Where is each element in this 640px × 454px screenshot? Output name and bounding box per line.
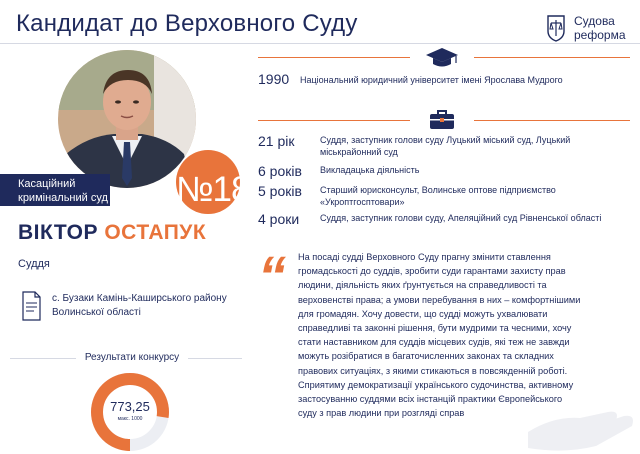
score-max-label: макс. 1000	[117, 416, 143, 422]
career-description	[320, 183, 620, 208]
statement-line: людини, діяльність яких ґрунтується на справедливості та	[298, 280, 547, 291]
statement-line: стати наставником для суддів місцевих судів, які теж не завжди	[298, 337, 570, 348]
statement-line: суду з прав людини при розгляді справ	[298, 408, 465, 419]
statement-line: правових ситуаціях, з якими стикаються в повсякденній роботі.	[298, 365, 568, 376]
court-label-line-1: Касаційний	[18, 178, 76, 190]
career-description	[320, 133, 620, 158]
results-divider-left	[10, 358, 76, 359]
career-item	[258, 183, 620, 208]
career-line: Викладацька діяльність	[320, 165, 420, 175]
header-divider	[0, 43, 640, 44]
career-line: «Укроптгосптовари»	[320, 197, 405, 207]
logo-line-2: реформа	[574, 28, 626, 42]
career-line: Суддя, заступник голови суду Луцький міський суд, Луцький	[320, 135, 571, 145]
statement-line: верховенстві права; а умови перебування в них – комфортнішими	[298, 294, 581, 305]
education-year: 1990	[258, 71, 290, 87]
career-divider-right	[474, 120, 630, 121]
graduation-cap-icon	[424, 46, 460, 68]
career-description	[320, 211, 620, 227]
career-duration: 4 роки	[258, 211, 300, 227]
career-item	[258, 163, 620, 179]
logo-line-1: Судова	[574, 14, 615, 28]
portrait-illustration	[58, 50, 196, 188]
place-line-1: с. Бузаки Камінь-Каширського району	[52, 293, 227, 304]
hand-watermark-icon	[524, 372, 636, 452]
career-description	[320, 163, 620, 179]
first-name: ВІКТОР	[18, 221, 98, 244]
place-line-2: Волинської області	[52, 307, 141, 318]
score-value: 773,25	[110, 399, 150, 414]
candidate-photo	[58, 50, 196, 188]
document-location-icon	[20, 291, 42, 321]
results-divider-right	[188, 358, 242, 359]
page-title: Кандидат до Верховного Суду	[16, 10, 358, 37]
statement-line: можуть розібратися в багаточисленних законах та складних	[298, 351, 554, 362]
career-divider-left	[258, 120, 410, 121]
statement-line: застосуванню суддями всіх інстанцій практики Європейського	[298, 394, 563, 405]
place-of-birth	[52, 292, 242, 320]
briefcase-icon	[428, 108, 456, 130]
last-name: ОСТАПУК	[104, 221, 207, 244]
court-label-line-2: кримінальний суд	[18, 192, 108, 204]
candidate-number-badge: №18	[176, 150, 240, 214]
results-title: Результати конкурсу	[84, 352, 180, 363]
statement-line: громадськості до суддів, зробити суди гарантами захисту прав	[298, 266, 566, 277]
career-duration: 5 років	[258, 183, 302, 199]
statement-line: для громадян. Хочу довести, що судді можуть ухвалювати	[298, 308, 548, 319]
career-item	[258, 211, 620, 227]
logo-text	[574, 14, 626, 42]
statement-line: На посаді судді Верховного Суду прагну змінити ставлення	[298, 252, 551, 262]
education-divider-right	[474, 57, 630, 58]
education-institution: Національний юридичний університет імені Ярослава Мудрого	[300, 75, 563, 85]
career-duration: 21 рік	[258, 133, 295, 149]
statement-line: справедливі та законні рішення, бути мудрими та чесними, хочу	[298, 323, 572, 334]
education-divider-left	[258, 57, 410, 58]
statement-line: Сприятиму демократизації українського судочинства, активному	[298, 379, 574, 390]
candidate-name	[18, 221, 206, 245]
career-item	[258, 133, 620, 158]
logo[interactable]	[546, 14, 626, 42]
candidate-position: Суддя	[18, 258, 50, 270]
court-label	[0, 174, 110, 206]
quote-mark: “	[258, 244, 286, 307]
career-line: Старший юрисконсульт, Волинське оптове підприємство	[320, 185, 556, 195]
career-line: міськрайонний суд	[320, 147, 398, 157]
scales-of-justice-icon	[546, 14, 566, 42]
career-duration: 6 років	[258, 163, 302, 179]
career-line: Суддя, заступник голови суду, Апеляційний суд Рівненської області	[320, 213, 602, 223]
